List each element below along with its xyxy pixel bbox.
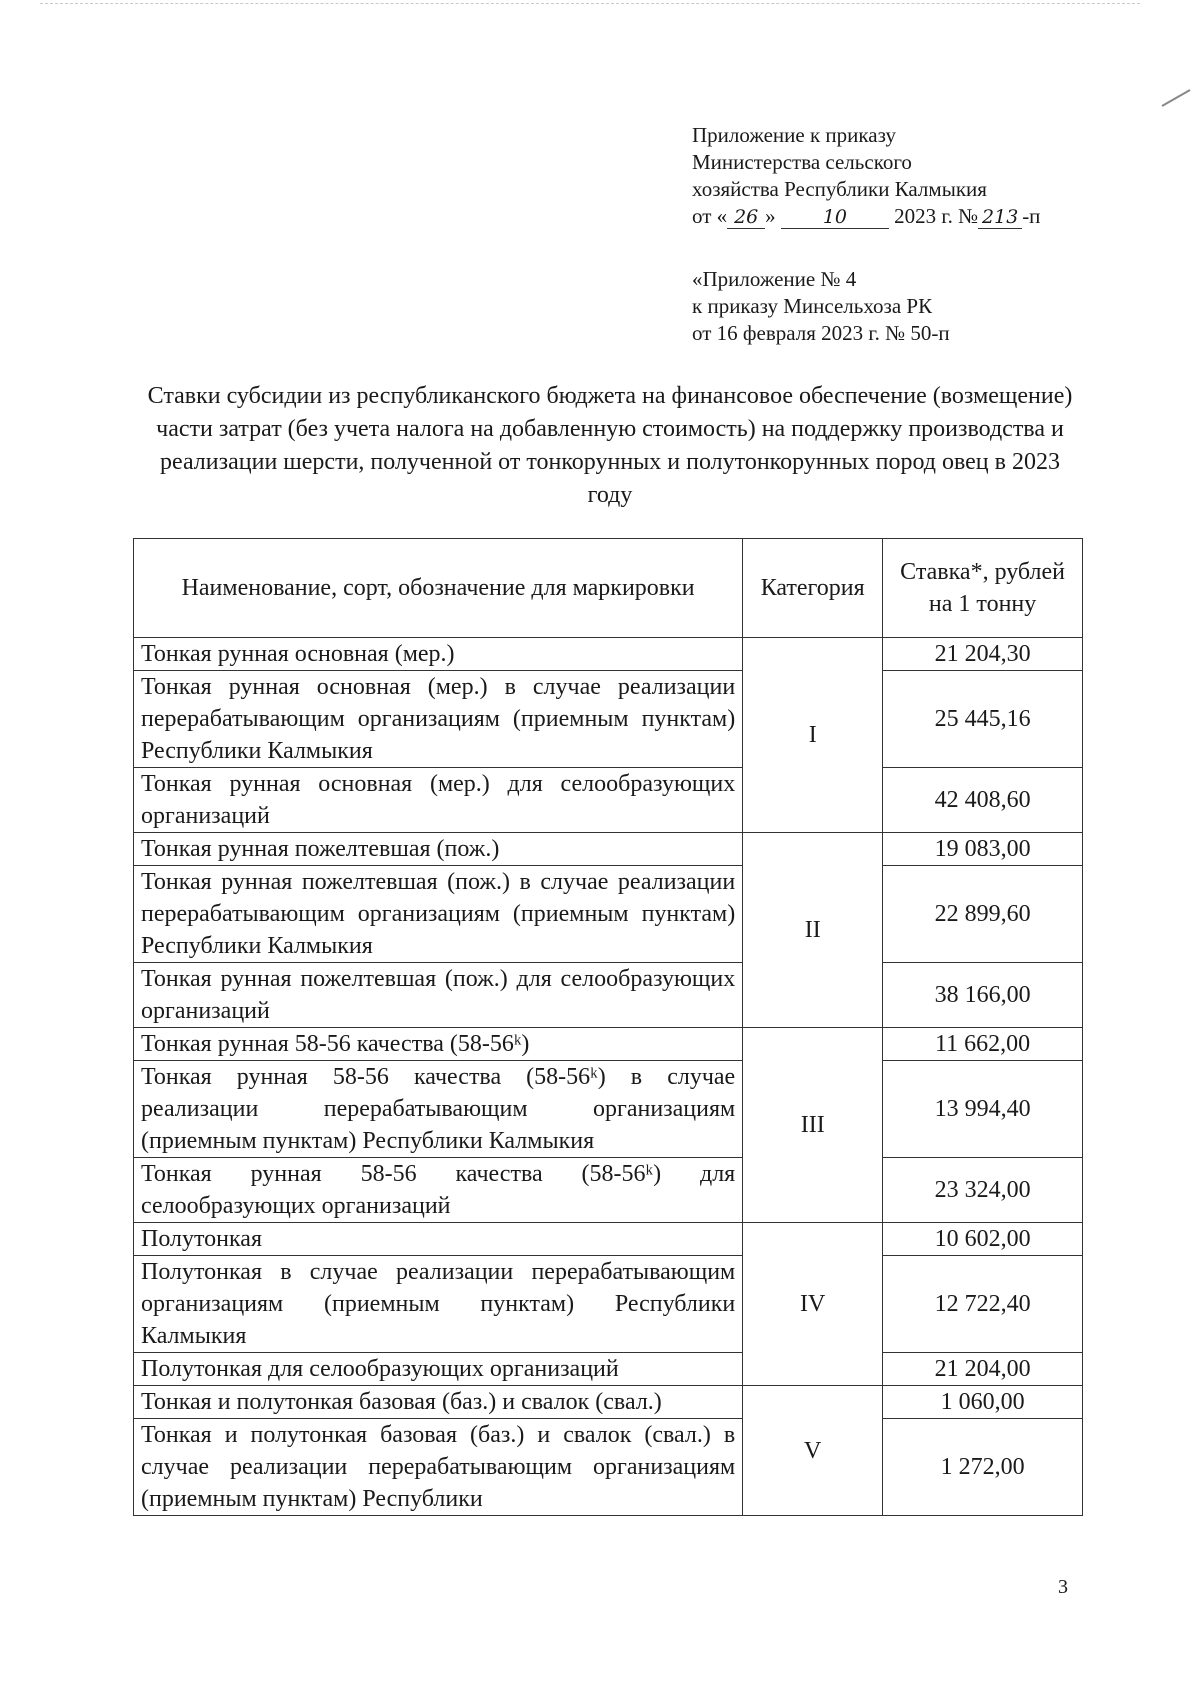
- row-name: Тонкая рунная основная (мер.) в случае реализации перерабатывающим организациям (приемным пунктам) Республики Калмыкия: [134, 671, 743, 768]
- table-row: [134, 963, 1083, 1028]
- row-name: Полутонкая: [134, 1223, 743, 1256]
- row-name: Тонкая рунная 58-56 качества (58-56ᵏ) в случае реализации перерабатывающим организациям (приемным пунктам) Республики Калмыкия: [134, 1061, 743, 1158]
- row-rate: 21 204,00: [883, 1353, 1083, 1386]
- row-rate: 38 166,00: [883, 963, 1083, 1028]
- row-rate: 25 445,16: [883, 671, 1083, 768]
- row-name: Полутонкая для селообразующих организаций: [134, 1353, 743, 1386]
- row-rate: 42 408,60: [883, 768, 1083, 833]
- row-category: I: [743, 638, 883, 833]
- number-suffix: -п: [1022, 204, 1041, 228]
- header-name: Наименование, сорт, обозначение для маркировки: [134, 539, 743, 638]
- header-line: хозяйства Республики Калмыкия: [692, 177, 987, 201]
- table-row: [134, 638, 1083, 671]
- table-row: [134, 1353, 1083, 1386]
- header-rate: Ставка*, рублей на 1 тонну: [883, 539, 1083, 638]
- table-row: [134, 1223, 1083, 1256]
- table-row: [134, 1061, 1083, 1158]
- row-category: II: [743, 833, 883, 1028]
- table-row: [134, 833, 1083, 866]
- scan-edge-artifact: [40, 3, 1140, 8]
- header-category: Категория: [743, 539, 883, 638]
- appendix-line: от 16 февраля 2023 г. № 50-п: [692, 321, 950, 345]
- appendix-line: к приказу Минсельхоза РК: [692, 294, 933, 318]
- table-row: [134, 866, 1083, 963]
- subsidy-rates-table: [133, 538, 1083, 1516]
- row-category: III: [743, 1028, 883, 1223]
- row-rate: 11 662,00: [883, 1028, 1083, 1061]
- row-name: Тонкая рунная основная (мер.): [134, 638, 743, 671]
- handwritten-day: 26: [727, 206, 765, 229]
- row-rate: 12 722,40: [883, 1256, 1083, 1353]
- order-date-line: [692, 203, 1172, 230]
- page-number: 3: [1058, 1576, 1068, 1598]
- appendix-reference: [692, 266, 1172, 347]
- row-category: V: [743, 1386, 883, 1516]
- row-rate: 10 602,00: [883, 1223, 1083, 1256]
- date-mid: »: [765, 204, 776, 228]
- row-rate: 21 204,30: [883, 638, 1083, 671]
- row-name: Тонкая рунная основная (мер.) для селообразующих организаций: [134, 768, 743, 833]
- row-rate: 1 060,00: [883, 1386, 1083, 1419]
- row-name: Тонкая рунная пожелтевшая (пож.) для селообразующих организаций: [134, 963, 743, 1028]
- row-name: Тонкая рунная 58-56 качества (58-56ᵏ): [134, 1028, 743, 1061]
- row-rate: 22 899,60: [883, 866, 1083, 963]
- row-category: IV: [743, 1223, 883, 1386]
- table-row: [134, 1256, 1083, 1353]
- row-rate: 13 994,40: [883, 1061, 1083, 1158]
- document-title: Ставки субсидии из республиканского бюджета на финансовое обеспечение (возмещение) части затрат (без учета налога на добавленную стоимость) на поддержку производства и реализации шерсти, полученной от тонкорунных и полутонкорунных пород овец в 2023 году: [147, 383, 1073, 508]
- row-rate: 23 324,00: [883, 1158, 1083, 1223]
- row-rate: 19 083,00: [883, 833, 1083, 866]
- table-row: [134, 1028, 1083, 1061]
- handwritten-number: 213: [978, 206, 1022, 229]
- row-name: Тонкая рунная пожелтевшая (пож.) в случае реализации перерабатывающим организациям (приемным пунктам) Республики Калмыкия: [134, 866, 743, 963]
- header-line: Министерства сельского: [692, 150, 912, 174]
- table-row: [134, 1419, 1083, 1516]
- row-rate: 1 272,00: [883, 1419, 1083, 1516]
- row-name: Тонкая и полутонкая базовая (баз.) и свалок (свал.): [134, 1386, 743, 1419]
- date-prefix: от «: [692, 204, 728, 228]
- row-name: Полутонкая в случае реализации перерабатывающим организациям (приемным пунктам) Республики Калмыкия: [134, 1256, 743, 1353]
- order-header: [692, 122, 1172, 230]
- year-text: 2023 г. №: [894, 204, 979, 228]
- handwritten-month: 10: [781, 206, 889, 229]
- table-header-row: [134, 539, 1083, 638]
- table-row: [134, 768, 1083, 833]
- header-line: Приложение к приказу: [692, 123, 896, 147]
- table-row: [134, 1386, 1083, 1419]
- row-name: Тонкая и полутонкая базовая (баз.) и свалок (свал.) в случае реализации перерабатывающим организациям (приемным пунктам) Республики: [134, 1419, 743, 1516]
- pen-mark: [1160, 88, 1192, 108]
- table-body: [134, 638, 1083, 1516]
- table-row: [134, 1158, 1083, 1223]
- row-name: Тонкая рунная пожелтевшая (пож.): [134, 833, 743, 866]
- appendix-line: «Приложение № 4: [692, 267, 857, 291]
- table-row: [134, 671, 1083, 768]
- row-name: Тонкая рунная 58-56 качества (58-56ᵏ) для селообразующих организаций: [134, 1158, 743, 1223]
